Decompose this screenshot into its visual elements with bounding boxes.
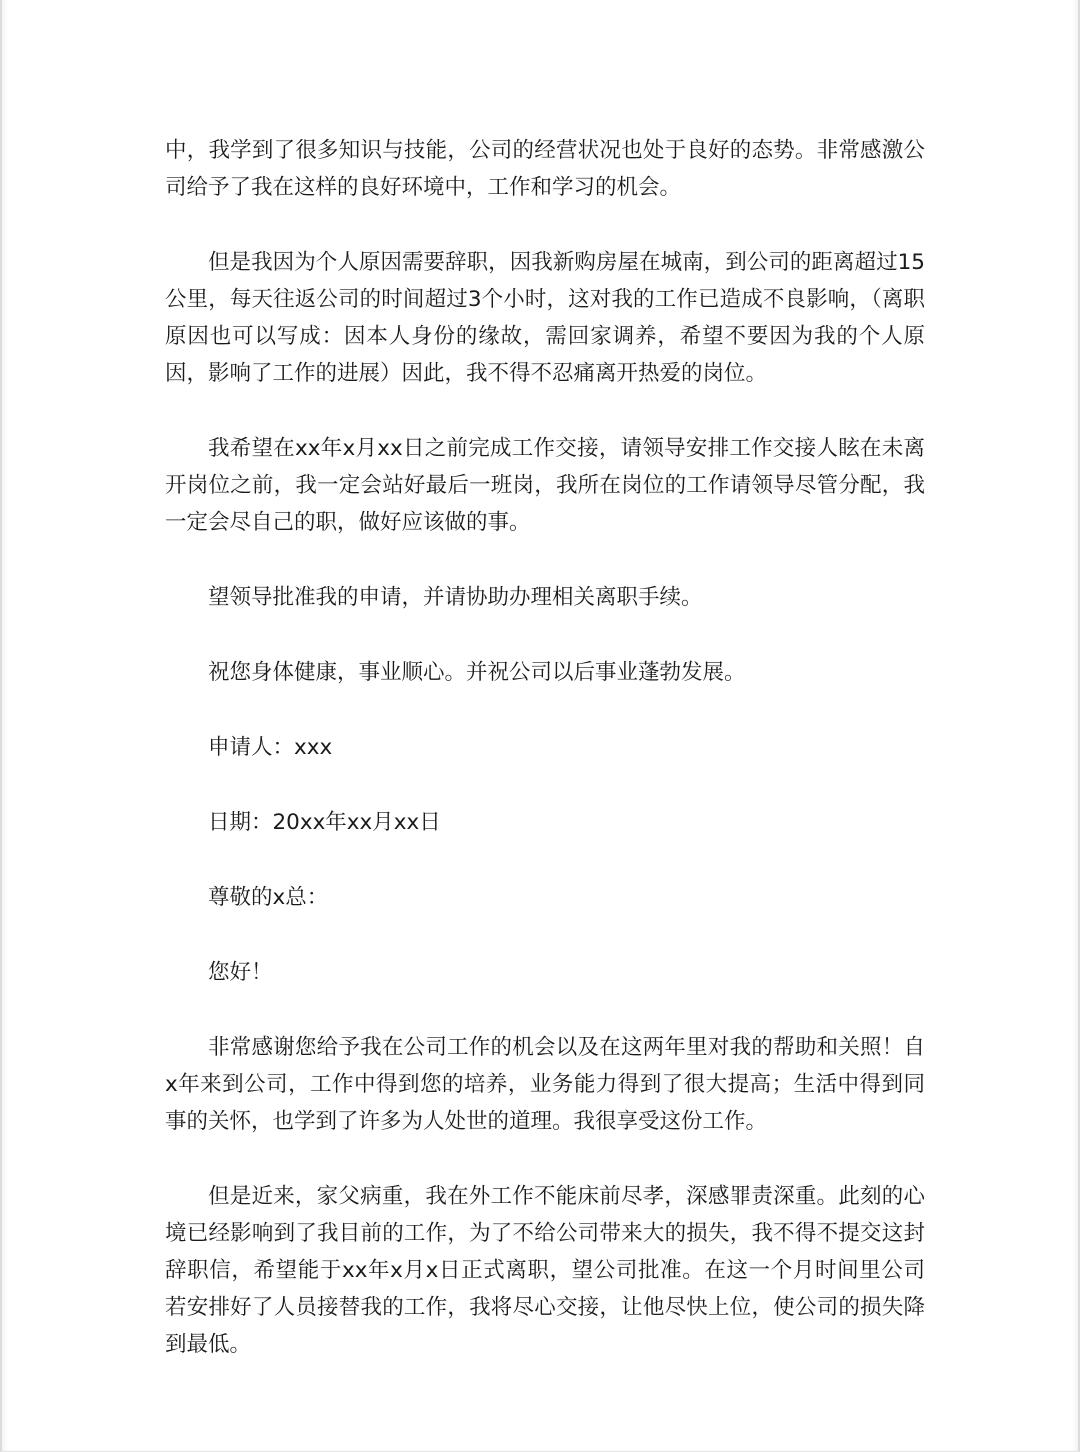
date-line: 日期：20xx年xx月xx日 [208, 810, 441, 835]
paragraph-handover: 我希望在xx年x月xx日之前完成工作交接，请领导安排工作交接人眩在未离开岗位之前，我一定会站好最后一班岗，我所在岗位的工作请领导尽管分配，我一定会尽自己的职，做好应该做的事。 [165, 436, 925, 535]
applicant-line: 申请人：xxx [208, 735, 333, 760]
greeting-line: 您好！ [208, 960, 273, 985]
paragraph-resignation-reason: 但是我因为个人原因需要辞职，因我新购房屋在城南，到公司的距离超过15公里，每天往返公司的时间超过3个小时，这对我的工作已造成不良影响，（离职原因也可以写成：因本人身份的缘故，需回家调养，希望不要因为我的个人原因，影响了工作的进展）因此，我不得不忍痛离开热爱的岗位。 [165, 250, 925, 386]
paragraph-request-approval: 望领导批准我的申请，并请协助办理相关离职手续。 [208, 585, 703, 610]
document-body [165, 132, 925, 1401]
salutation-line: 尊敬的x总： [208, 885, 329, 910]
paragraph-wishes: 祝您身体健康，事业顺心。并祝公司以后事业蓬勃发展。 [208, 660, 746, 685]
paragraph-family-reason: 但是近来，家父病重，我在外工作不能床前尽孝，深感罪责深重。此刻的心境已经影响到了我目前的工作，为了不给公司带来大的损失，我不得不提交这封辞职信，希望能于xx年x月x日正式离职，望公司批准。在这一个月时间里公司若安排好了人员接替我的工作，我将尽心交接，让他尽快上位，使公司的损失降到最低。 [165, 1184, 925, 1357]
paragraph-thanks: 非常感谢您给予我在公司工作的机会以及在这两年里对我的帮助和关照！自x年来到公司，工作中得到您的培养，业务能力得到了很大提高；生活中得到同事的关怀，也学到了许多为人处世的道理。我很享受这份工作。 [165, 1035, 925, 1134]
paragraph-intro-continuation: 中，我学到了很多知识与技能，公司的经营状况也处于良好的态势。非常感激公司给予了我在这样的良好环境中，工作和学习的机会。 [165, 138, 925, 200]
